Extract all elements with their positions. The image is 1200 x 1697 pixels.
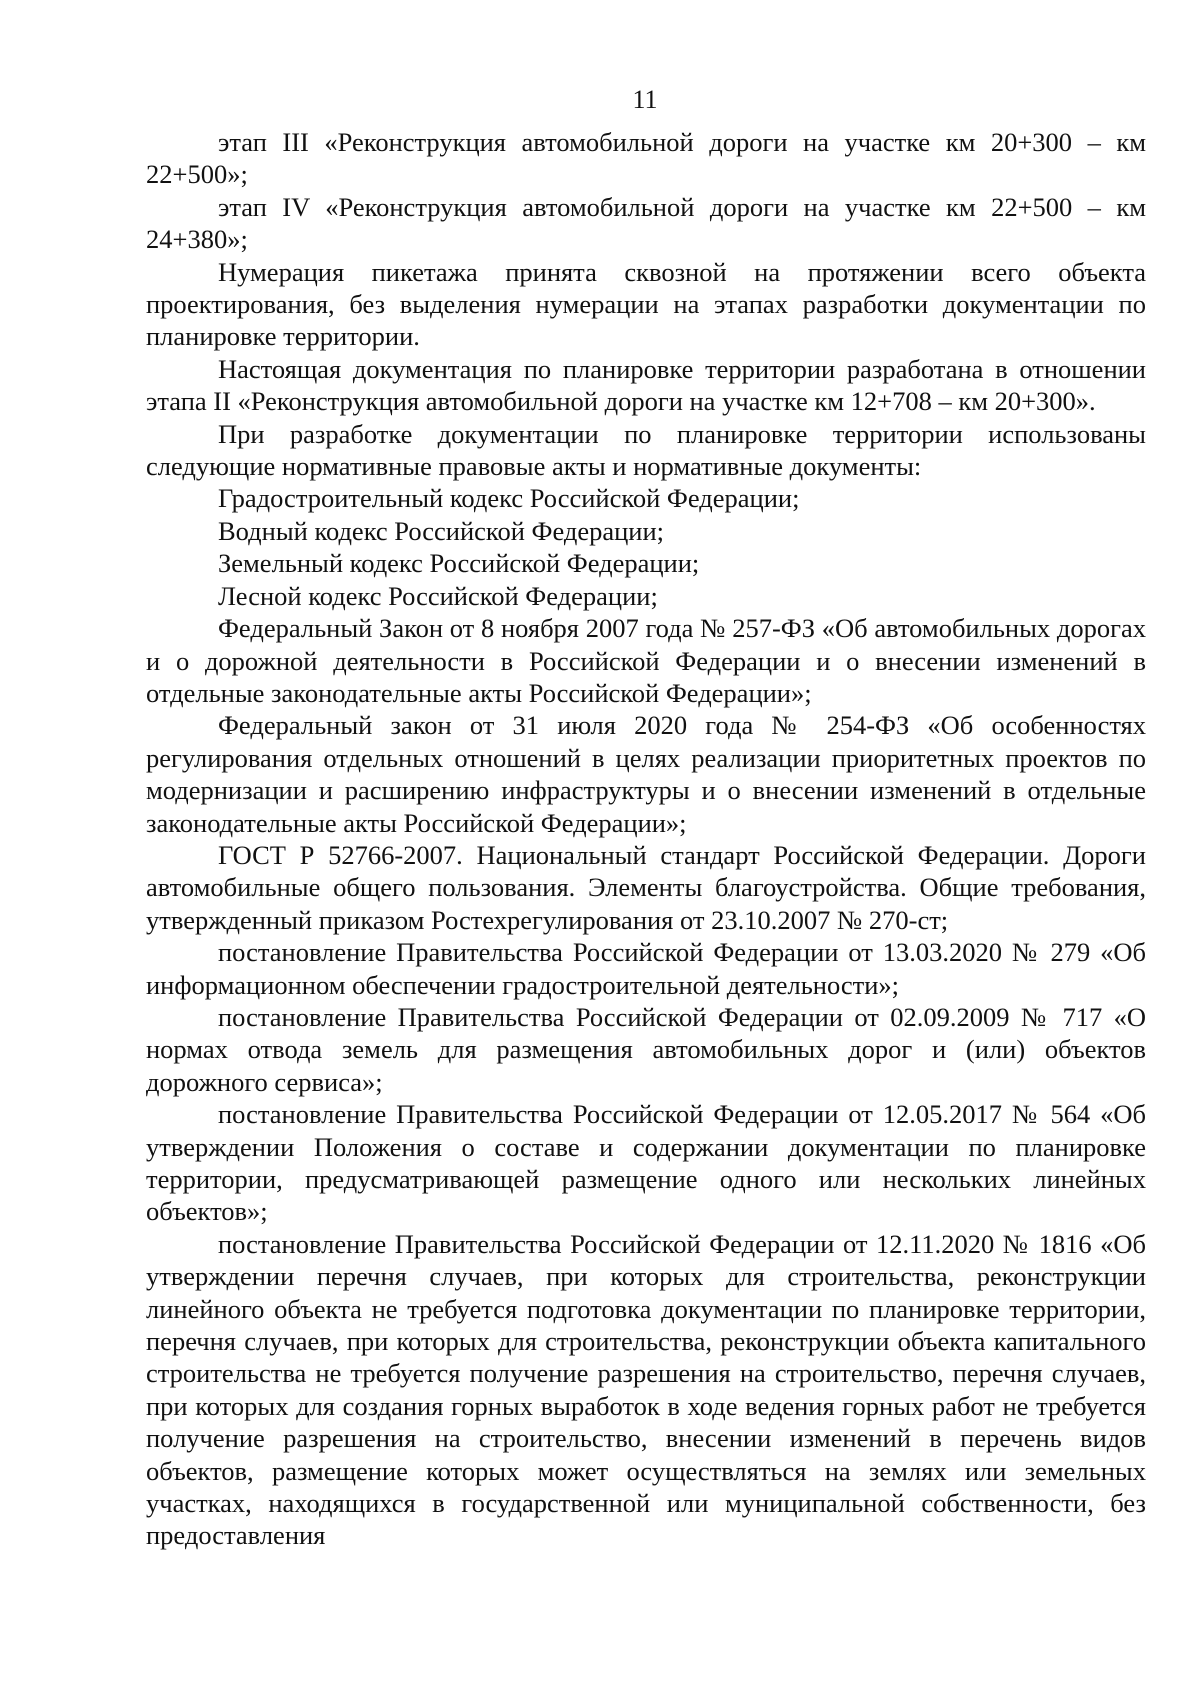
document-body xyxy=(146,126,1146,1552)
list-item-forest-code: Лесной кодекс Российской Федерации; xyxy=(218,580,658,611)
paragraph-picket-numbering: Нумерация пикетажа принята сквозной на протяжении всего объекта проектирования, без выделения нумерации на этапах разработки документации по планировке территории. xyxy=(146,256,1146,352)
list-item-land-code: Земельный кодекс Российской Федерации; xyxy=(218,548,700,579)
paragraph-scope: Настоящая документация по планировке территории разработана в отношении этапа II «Реконструкция автомобильной дороги на участке км 12+708 – км 20+300». xyxy=(146,353,1146,417)
paragraph-stage-4: этап IV «Реконструкция автомобильной дороги на участке км 22+500 – км 24+380»; xyxy=(146,191,1146,255)
list-item-gost-52766: ГОСТ Р 52766-2007. Национальный стандарт Российской Федерации. Дороги автомобильные общего пользования. Элементы благоустройства. Общие требования, утвержденный приказом Ростехрегулирования от 23.10.2007 № 270-ст; xyxy=(146,839,1146,935)
paragraph-stage-3: этап III «Реконструкция автомобильной дороги на участке км 20+300 – км 22+500»; xyxy=(146,127,1146,190)
list-item-federal-law-257: Федеральный Закон от 8 ноября 2007 года № 257-ФЗ «Об автомобильных дорогах и о дорожной деятельности в Российской Федерации и о внесении изменений в отдельные законодательные акты Российской Федерации»; xyxy=(146,613,1146,708)
page-number: 11 xyxy=(632,85,658,114)
list-item-resolution-1816: постановление Правительства Российской Федерации от 12.11.2020 № 1816 «Об утверждении перечня случаев, при которых для строительства, реконструкции линейного объекта не требуется подготовка документации по планировке территории, перечня случаев, при которых для строительства, реконструкции объекта капитального строительства не требуется получение разрешения на строительство, перечня случаев, при которых для создания горных выработок в ходе ведения горных работ не требуется получение разрешения на строительство, внесении изменений в перечень видов объектов, размещение которых может осуществляться на землях или земельных участках, находящихся в государственной или муниципальной собственности, без предоставления xyxy=(146,1228,1146,1551)
list-item-federal-law-254: Федеральный закон от 31 июля 2020 года № 254-ФЗ «Об особенностях регулирования отдельных отношений в целях реализации приоритетных проектов по модернизации и расширению инфраструктуры и о внесении изменений в отдельные законодательные акты Российской Федерации»; xyxy=(146,710,1146,838)
list-item-water-code: Водный кодекс Российской Федерации; xyxy=(218,515,665,546)
list-item-resolution-564: постановление Правительства Российской Федерации от 12.05.2017 № 564 «Об утверждении Положения о составе и содержании документации по планировке территории, предусматривающей размещение одного или нескольких линейных объектов»; xyxy=(146,1099,1146,1227)
list-item-resolution-279: постановление Правительства Российской Федерации от 13.03.2020 № 279 «Об информационном обеспечении градостроительной деятельности»; xyxy=(146,937,1146,1000)
list-item-urban-planning-code: Градостроительный кодекс Российской Федерации; xyxy=(218,483,800,514)
list-item-resolution-717: постановление Правительства Российской Федерации от 02.09.2009 № 717 «О нормах отвода земель для размещения автомобильных дорог и (или) объектов дорожного сервиса»; xyxy=(146,1001,1146,1097)
paragraph-normative-intro: При разработке документации по планировке территории использованы следующие нормативные правовые акты и нормативные документы: xyxy=(146,418,1146,482)
